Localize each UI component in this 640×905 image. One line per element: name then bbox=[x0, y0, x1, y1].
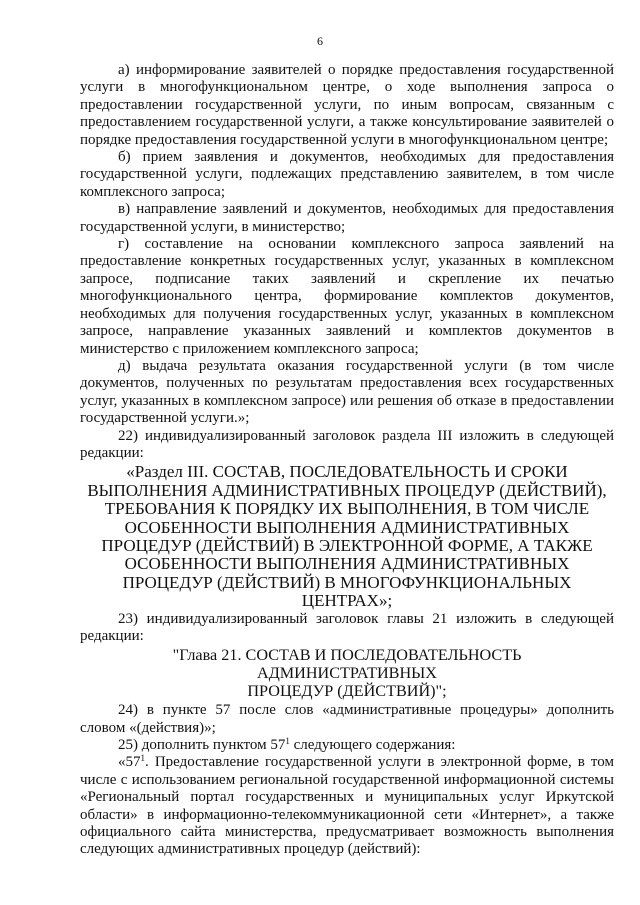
chapter-21-heading-line1: "Глава 21. СОСТАВ И ПОСЛЕДОВАТЕЛЬНОСТЬ bbox=[172, 646, 522, 665]
page-number: 6 bbox=[317, 34, 323, 48]
paragraph-d: д) выдача результата оказания государственной услуги (в том числе документов, полученных по результатам предоставления всех государственных услуг, указанных в комплексном запросе) или решения об отказе в предоставлении государственной услуги.»; bbox=[80, 357, 614, 427]
paragraph-25-superscript: 1 bbox=[285, 736, 290, 746]
paragraph-g: г) составление на основании комплексного запроса заявлений на предоставление конкретных государственных услуг, указанных в комплексном запросе, подписание таких заявлений и скрепление их печатью многофункционального центра, формирование комплектов документов, необходимых для получения государственных услуг, указанных в комплексном запросе, направление указанных заявлений и комплектов документов в министерство с приложением комплексного запроса; bbox=[80, 236, 614, 357]
paragraph-23: 23) индивидуализированный заголовок главы 21 изложить в следующей редакции: bbox=[80, 610, 614, 644]
document-body bbox=[80, 62, 614, 859]
paragraph-57-1-text: . Предоставление государственной услуги в электронной форме, в том числе с использованием региональной государственной информационной системы «Региональный портал государственных и муниципальных услуг Иркутской области» в информационно-телекоммуникационной сети «Интернет», а также официального сайта министерства, предусматривает возможность выполнения следующих административных процедур (действий): bbox=[80, 754, 614, 858]
section-iii-heading: «Раздел III. СОСТАВ, ПОСЛЕДОВАТЕЛЬНОСТЬ И СРОКИ ВЫПОЛНЕНИЯ АДМИНИСТРАТИВНЫХ ПРОЦЕДУР (ДЕЙСТВИЙ), ТРЕБОВАНИЯ К ПОРЯДКУ ИХ ВЫПОЛНЕНИЯ, В ТОМ ЧИСЛЕ ОСОБЕННОСТИ ВЫПОЛНЕНИЯ АДМИНИСТРАТИВНЫХ ПРОЦЕДУР (ДЕЙСТВИЙ) В ЭЛЕКТРОННОЙ ФОРМЕ, А ТАКЖЕ ОСОБЕННОСТИ ВЫПОЛНЕНИЯ АДМИНИСТРАТИВНЫХ ПРОЦЕДУР (ДЕЙСТВИЙ) В МНОГОФУНКЦИОНАЛЬНЫХ ЦЕНТРАХ»; bbox=[87, 462, 607, 611]
paragraph-57-1 bbox=[80, 754, 614, 858]
paragraph-b: б) прием заявления и документов, необходимых для предоставления государственной услуги, подлежащих представлению заявителем, в том числе комплексного запроса; bbox=[80, 149, 614, 200]
paragraph-24: 24) в пункте 57 после слов «административные процедуры» дополнить словом «(действия)»; bbox=[80, 702, 614, 736]
paragraph-22: 22) индивидуализированный заголовок раздела III изложить в следующей редакции: bbox=[80, 427, 614, 461]
paragraph-25 bbox=[80, 737, 614, 754]
chapter-21-heading bbox=[80, 647, 614, 700]
paragraph-a: а) информирование заявителей о порядке предоставления государственной услуги в многофункциональном центре, о ходе выполнения запроса о предоставлении государственной услуги, по иным вопросам, связанным с предоставлением государственной услуги, а также консультирование заявителей о порядке предоставления государственной услуги в многофункциональном центре; bbox=[80, 62, 614, 148]
paragraph-25-text: 25) дополнить пунктом 57 bbox=[118, 737, 286, 753]
paragraph-25-tail: следующего содержания: bbox=[289, 737, 456, 753]
paragraph-57-1-superscript: 1 bbox=[140, 753, 145, 764]
chapter-21-heading-line3: ПРОЦЕДУР (ДЕЙСТВИЙ)"; bbox=[247, 681, 447, 700]
chapter-21-heading-line2: АДМИНИСТРАТИВНЫХ bbox=[257, 664, 437, 682]
paragraph-v: в) направление заявлений и документов, необходимых для предоставления государственной услуги, в министерство; bbox=[80, 201, 614, 235]
paragraph-57-1-prefix: «57 bbox=[118, 754, 141, 771]
